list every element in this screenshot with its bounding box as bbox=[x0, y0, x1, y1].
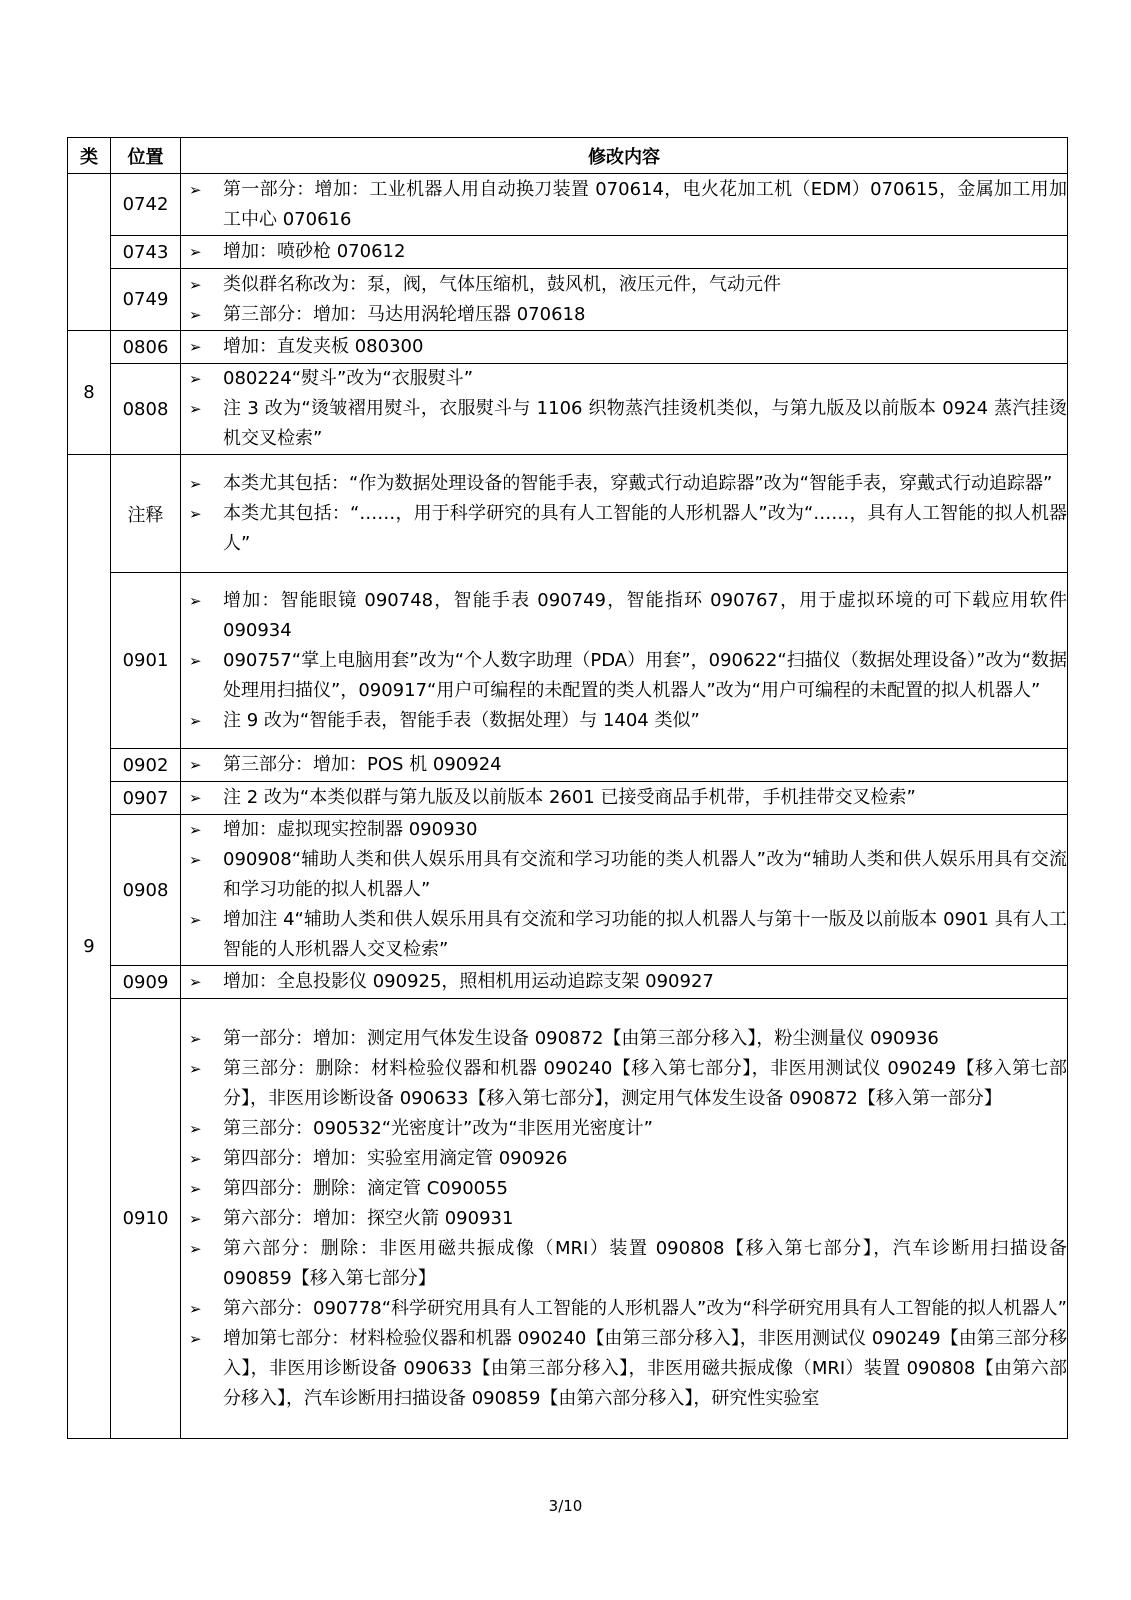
change-list bbox=[181, 815, 1067, 965]
arrow-bullet-icon: ➢ bbox=[189, 851, 202, 869]
position-cell: 注释 bbox=[111, 455, 181, 573]
list-item bbox=[181, 499, 1067, 559]
item-text: 第六部分：090778“科学研究用具有人工智能的人形机器人”改为“科学研究用具有人工智能的拟人机器人” bbox=[223, 1297, 1068, 1319]
item-text: 第三部分：删除：材料检验仪器和机器 090240【移入第七部分】，非医用测试仪 090249【移入第七部分】，非医用诊断设备 090633【移入第七部分】，测定用气体发生设备 090872【移入第一部分】 bbox=[223, 1057, 1067, 1109]
item-text: 增加：虚拟现实控制器 090930 bbox=[223, 819, 478, 840]
arrow-bullet-icon: ➢ bbox=[189, 973, 202, 991]
table-row bbox=[68, 455, 1068, 573]
position-cell: 0743 bbox=[111, 236, 181, 269]
page-number: 3/10 bbox=[548, 1497, 583, 1515]
arrow-bullet-icon: ➢ bbox=[189, 504, 202, 523]
change-list bbox=[181, 750, 1067, 780]
change-list bbox=[181, 237, 1067, 267]
item-text: 增加：全息投影仪 090925，照相机用运动追踪支架 090927 bbox=[223, 971, 714, 992]
modification-table bbox=[67, 137, 1068, 1439]
change-list bbox=[181, 469, 1067, 559]
table-row bbox=[68, 174, 1068, 236]
arrow-bullet-icon: ➢ bbox=[189, 1209, 202, 1228]
item-text: 第六部分：删除：非医用磁共振成像（MRI）装置 090808【移入第七部分】，汽车诊断用扫描设备 090859【移入第七部分】 bbox=[223, 1237, 1067, 1289]
item-text: 注 2 改为“本类似群与第九版及以前版本 2601 已接受商品手机带，手机挂带交叉检索” bbox=[223, 787, 916, 808]
position-cell: 0742 bbox=[111, 174, 181, 236]
item-text: 第三部分：增加：POS 机 090924 bbox=[223, 754, 502, 775]
class-number-cell bbox=[68, 174, 111, 331]
table-row bbox=[68, 331, 1068, 364]
header-class: 类 bbox=[68, 138, 111, 174]
change-list bbox=[181, 1024, 1067, 1414]
arrow-bullet-icon: ➢ bbox=[189, 370, 202, 388]
table-row bbox=[68, 999, 1068, 1439]
change-list bbox=[181, 332, 1067, 362]
item-text: 注 3 改为“烫皱褶用熨斗，衣服熨斗与 1106 织物蒸汽挂烫机类似，与第九版及以前版本 0924 蒸汽挂烫机交叉检索” bbox=[223, 398, 1067, 449]
arrow-bullet-icon: ➢ bbox=[189, 180, 202, 199]
position-cell: 0806 bbox=[111, 331, 181, 364]
arrow-bullet-icon: ➢ bbox=[189, 1239, 202, 1258]
arrow-bullet-icon: ➢ bbox=[189, 711, 202, 730]
change-list bbox=[181, 364, 1067, 454]
table-row bbox=[68, 573, 1068, 749]
change-list bbox=[181, 270, 1067, 330]
arrow-bullet-icon: ➢ bbox=[189, 651, 202, 670]
item-text: 第三部分：增加：马达用涡轮增压器 070618 bbox=[223, 303, 586, 325]
arrow-bullet-icon: ➢ bbox=[189, 474, 202, 493]
list-item bbox=[181, 1234, 1067, 1294]
item-text: 增加第七部分：材料检验仪器和机器 090240【由第三部分移入】，非医用测试仪 090249【由第三部分移入】，非医用诊断设备 090633【由第三部分移入】，非医用磁共振成像（MRI）装置 090808【由第六部分移入】，汽车诊断用扫描设备 090859【由第六部分移入】，研究性实验室 bbox=[223, 1327, 1067, 1409]
content-cell bbox=[181, 966, 1068, 999]
list-item bbox=[181, 1324, 1067, 1414]
item-text: 第四部分：增加：实验室用滴定管 090926 bbox=[223, 1147, 568, 1169]
position-cell: 0908 bbox=[111, 815, 181, 966]
list-item bbox=[181, 237, 1067, 267]
list-item bbox=[181, 1144, 1067, 1174]
list-item bbox=[181, 967, 1067, 997]
table-row bbox=[68, 782, 1068, 815]
item-text: 第一部分：增加：测定用气体发生设备 090872【由第三部分移入】，粉尘测量仪 090936 bbox=[223, 1027, 939, 1049]
list-item bbox=[181, 270, 1067, 300]
list-item bbox=[181, 175, 1067, 235]
arrow-bullet-icon: ➢ bbox=[189, 305, 202, 324]
table-row bbox=[68, 815, 1068, 966]
list-item bbox=[181, 1174, 1067, 1204]
change-list bbox=[181, 967, 1067, 997]
arrow-bullet-icon: ➢ bbox=[189, 821, 202, 839]
header-position: 位置 bbox=[111, 138, 181, 174]
content-cell bbox=[181, 331, 1068, 364]
arrow-bullet-icon: ➢ bbox=[189, 400, 202, 418]
item-text: 增加：喷砂枪 070612 bbox=[223, 241, 406, 262]
content-cell bbox=[181, 236, 1068, 269]
change-list bbox=[181, 586, 1067, 736]
position-cell: 0909 bbox=[111, 966, 181, 999]
arrow-bullet-icon: ➢ bbox=[189, 1119, 202, 1138]
arrow-bullet-icon: ➢ bbox=[189, 789, 202, 807]
position-cell: 0902 bbox=[111, 749, 181, 782]
table-row bbox=[68, 269, 1068, 331]
item-text: 本类尤其包括：“作为数据处理设备的智能手表，穿戴式行动追踪器”改为“智能手表，穿戴式行动追踪器” bbox=[223, 472, 1053, 494]
content-cell bbox=[181, 815, 1068, 966]
list-item bbox=[181, 1204, 1067, 1234]
header-row bbox=[68, 138, 1068, 174]
item-text: 增加注 4“辅助人类和供人娱乐用具有交流和学习功能的拟人机器人与第十一版及以前版本 0901 具有人工智能的人形机器人交叉检索” bbox=[223, 909, 1067, 960]
list-item bbox=[181, 815, 1067, 845]
table-row bbox=[68, 749, 1068, 782]
item-text: 第六部分：增加：探空火箭 090931 bbox=[223, 1207, 514, 1229]
position-cell: 0907 bbox=[111, 782, 181, 815]
list-item bbox=[181, 1294, 1067, 1324]
list-item bbox=[181, 706, 1067, 736]
arrow-bullet-icon: ➢ bbox=[189, 911, 202, 929]
table-row bbox=[68, 364, 1068, 455]
arrow-bullet-icon: ➢ bbox=[189, 1029, 202, 1048]
arrow-bullet-icon: ➢ bbox=[189, 1179, 202, 1198]
position-cell: 0901 bbox=[111, 573, 181, 749]
item-text: 增加：直发夹板 080300 bbox=[223, 336, 424, 357]
item-text: 本类尤其包括：“……，用于科学研究的具有人工智能的人形机器人”改为“……，具有人工智能的拟人机器人” bbox=[223, 502, 1067, 554]
class-number-cell: 8 bbox=[68, 331, 111, 455]
list-item bbox=[181, 300, 1067, 330]
item-text: 080224“熨斗”改为“衣服熨斗” bbox=[223, 368, 474, 389]
content-cell bbox=[181, 364, 1068, 455]
content-cell bbox=[181, 455, 1068, 573]
item-text: 第一部分：增加：工业机器人用自动换刀装置 070614，电火花加工机（EDM）070615，金属加工用加工中心 070616 bbox=[223, 178, 1067, 230]
class-number-cell: 9 bbox=[68, 455, 111, 1439]
arrow-bullet-icon: ➢ bbox=[189, 1149, 202, 1168]
item-text: 增加：智能眼镜 090748，智能手表 090749，智能指环 090767，用于虚拟环境的可下载应用软件 090934 bbox=[223, 589, 1067, 641]
item-text: 090757“掌上电脑用套”改为“个人数字助理（PDA）用套”，090622“扫描仪（数据处理设备）”改为“数据处理用扫描仪”，090917“用户可编程的未配置的类人机器人”改为“用户可编程的未配置的拟人机器人” bbox=[223, 649, 1067, 701]
position-cell: 0749 bbox=[111, 269, 181, 331]
table-body bbox=[68, 174, 1068, 1439]
content-cell bbox=[181, 782, 1068, 815]
position-cell: 0808 bbox=[111, 364, 181, 455]
list-item bbox=[181, 1054, 1067, 1114]
table-row bbox=[68, 236, 1068, 269]
item-text: 090908“辅助人类和供人娱乐用具有交流和学习功能的类人机器人”改为“辅助人类和供人娱乐用具有交流和学习功能的拟人机器人” bbox=[223, 849, 1067, 900]
arrow-bullet-icon: ➢ bbox=[189, 591, 202, 610]
item-text: 第四部分：删除：滴定管 C090055 bbox=[223, 1177, 509, 1199]
table-row bbox=[68, 966, 1068, 999]
list-item bbox=[181, 332, 1067, 362]
arrow-bullet-icon: ➢ bbox=[189, 338, 202, 356]
arrow-bullet-icon: ➢ bbox=[189, 275, 202, 294]
content-cell bbox=[181, 999, 1068, 1439]
list-item bbox=[181, 394, 1067, 454]
header-content: 修改内容 bbox=[181, 138, 1068, 174]
arrow-bullet-icon: ➢ bbox=[189, 243, 202, 261]
content-cell bbox=[181, 573, 1068, 749]
list-item bbox=[181, 646, 1067, 706]
list-item bbox=[181, 469, 1067, 499]
arrow-bullet-icon: ➢ bbox=[189, 1299, 202, 1318]
list-item bbox=[181, 1114, 1067, 1144]
change-list bbox=[181, 175, 1067, 235]
list-item bbox=[181, 364, 1067, 394]
arrow-bullet-icon: ➢ bbox=[189, 756, 202, 774]
list-item bbox=[181, 586, 1067, 646]
arrow-bullet-icon: ➢ bbox=[189, 1059, 202, 1078]
arrow-bullet-icon: ➢ bbox=[189, 1329, 202, 1348]
list-item bbox=[181, 750, 1067, 780]
item-text: 类似群名称改为：泵，阀，气体压缩机，鼓风机，液压元件，气动元件 bbox=[223, 273, 781, 295]
position-cell: 0910 bbox=[111, 999, 181, 1439]
item-text: 注 9 改为“智能手表，智能手表（数据处理）与 1404 类似” bbox=[223, 709, 700, 731]
list-item bbox=[181, 845, 1067, 905]
list-item bbox=[181, 905, 1067, 965]
content-cell bbox=[181, 174, 1068, 236]
item-text: 第三部分：090532“光密度计”改为“非医用光密度计” bbox=[223, 1117, 654, 1139]
content-cell bbox=[181, 269, 1068, 331]
change-list bbox=[181, 783, 1067, 813]
list-item bbox=[181, 783, 1067, 813]
content-cell bbox=[181, 749, 1068, 782]
list-item bbox=[181, 1024, 1067, 1054]
